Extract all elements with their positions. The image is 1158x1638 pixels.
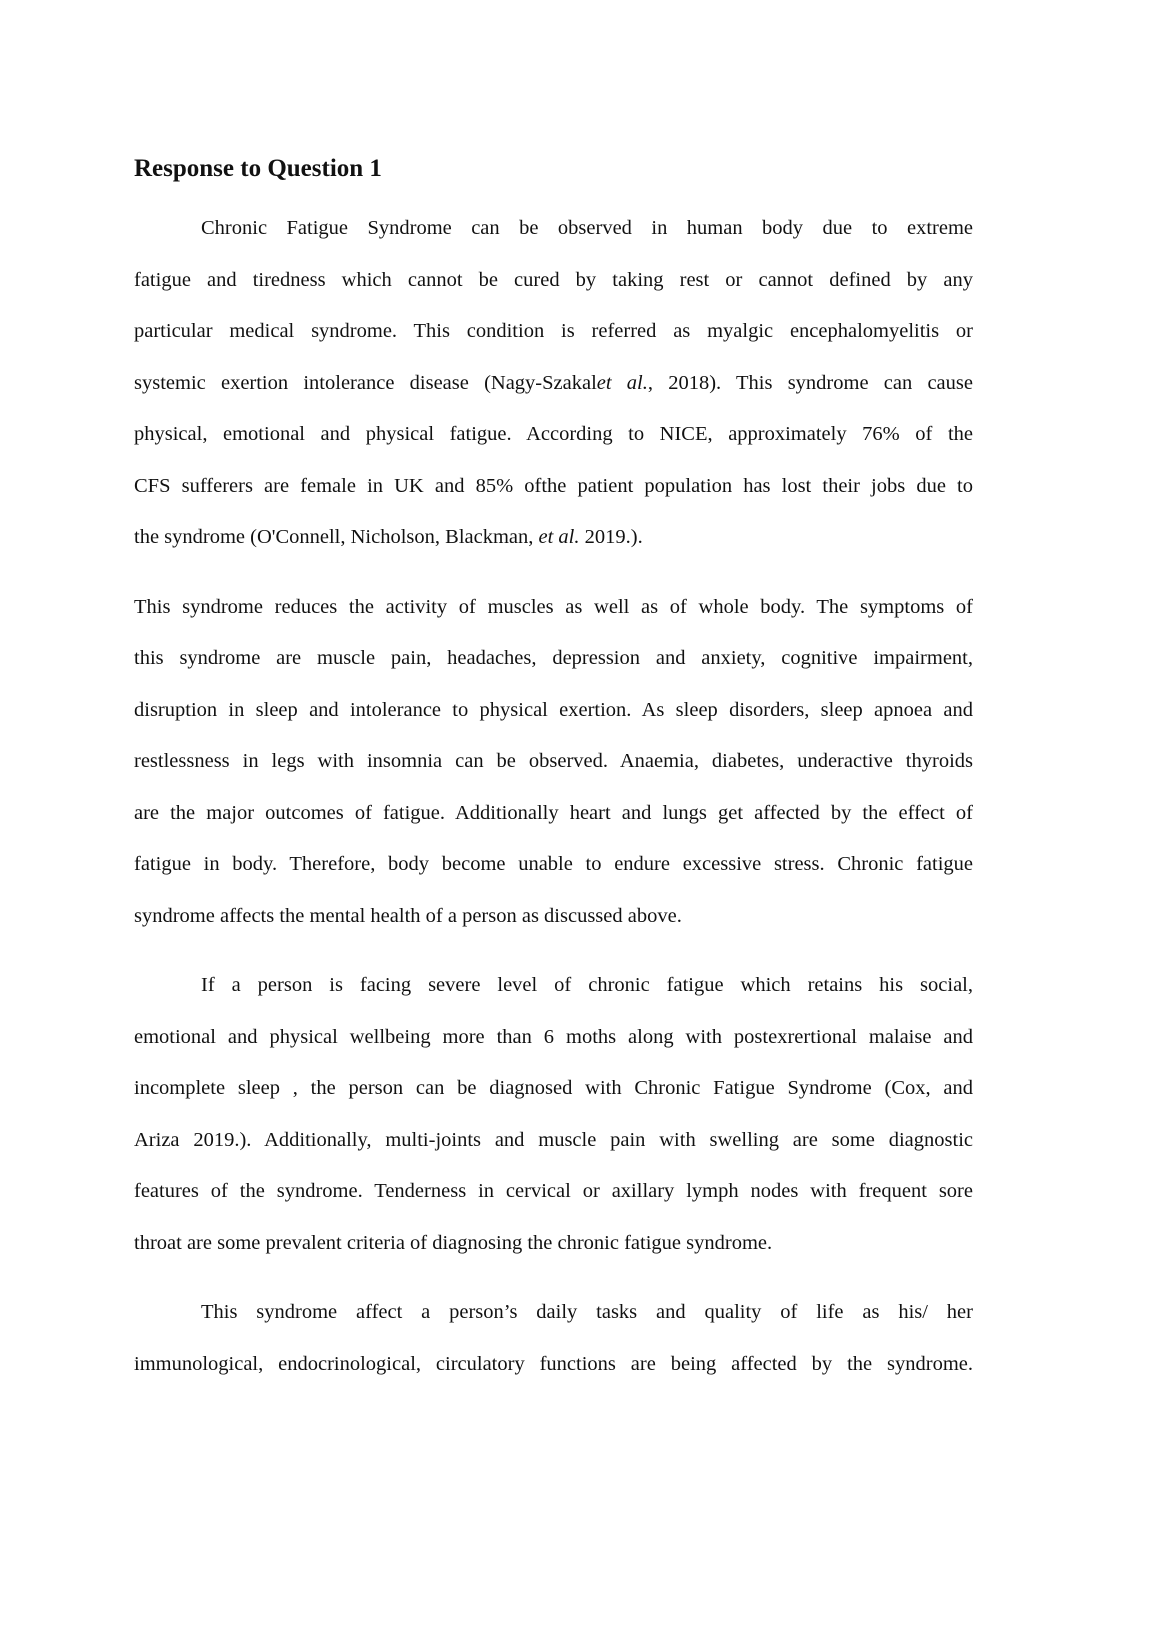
text-segment: the syndrome (O'Connell, Nicholson, Blackman,	[134, 526, 539, 548]
text-line	[134, 685, 973, 737]
text-segment: fatigue and tiredness which cannot be cured by taking rest or cannot defined by any	[134, 268, 973, 291]
text-line	[134, 1012, 973, 1064]
text-line	[134, 633, 973, 685]
text-line	[134, 1166, 973, 1218]
text-segment: this syndrome are muscle pain, headaches, depression and anxiety, cognitive impairment,	[134, 647, 973, 669]
text-segment: This syndrome reduces the activity of muscles as well as of whole body. The symptoms of	[134, 595, 973, 618]
paragraph	[134, 960, 973, 1269]
paragraph	[134, 1287, 973, 1390]
italic-citation-text: et al.	[538, 526, 580, 548]
text-segment: syndrome affects the mental health of a person as discussed above.	[134, 904, 682, 927]
text-segment: 2019.).	[579, 526, 643, 548]
text-segment: restlessness in legs with insomnia can be observed. Anaemia, diabetes, underactive thyroids	[134, 750, 973, 772]
text-segment: emotional and physical wellbeing more than 6 moths along with postexrertional malaise and	[134, 1025, 973, 1048]
text-segment: features of the syndrome. Tenderness in cervical or axillary lymph nodes with frequent sore	[134, 1180, 973, 1202]
text-segment: fatigue in body. Therefore, body become unable to endure excessive stress. Chronic fatigue	[134, 853, 973, 875]
text-segment: Chronic Fatigue Syndrome can be observed in human body due to extreme	[201, 217, 973, 239]
text-line	[134, 409, 973, 461]
text-segment: are the major outcomes of fatigue. Additionally heart and lungs get affected by the effect of	[134, 801, 973, 824]
text-segment: If a person is facing severe level of chronic fatigue which retains his social,	[201, 974, 973, 996]
text-segment: systemic exertion intolerance disease (Nagy-Szakal	[134, 371, 597, 394]
text-line	[134, 788, 973, 840]
text-segment: This syndrome affect a person’s daily tasks and quality of life as his/ her	[201, 1301, 973, 1323]
document-body	[134, 203, 973, 1390]
text-line	[134, 891, 973, 943]
text-segment: disruption in sleep and intolerance to physical exertion. As sleep disorders, sleep apnoea and	[134, 698, 973, 721]
text-line	[134, 1339, 973, 1391]
text-line	[134, 1063, 973, 1115]
text-line	[134, 255, 973, 307]
text-segment: Ariza 2019.). Additionally, multi-joints and muscle pain with swelling are some diagnostic	[134, 1128, 973, 1151]
text-line	[134, 960, 973, 1012]
paragraph	[134, 203, 973, 564]
text-line	[134, 203, 973, 255]
text-line	[134, 839, 973, 891]
text-line	[134, 1287, 973, 1339]
text-segment: particular medical syndrome. This condition is referred as myalgic encephalomyelitis or	[134, 320, 973, 342]
text-line	[134, 582, 973, 634]
paragraph	[134, 582, 973, 943]
text-segment: immunological, endocrinological, circulatory functions are being affected by the syndrome.	[134, 1352, 973, 1375]
italic-citation-text: et al.	[596, 371, 648, 394]
text-line	[134, 736, 973, 788]
text-line	[134, 512, 973, 564]
text-line	[134, 358, 973, 410]
text-line	[134, 306, 973, 358]
text-segment: incomplete sleep , the person can be diagnosed with Chronic Fatigue Syndrome (Cox, and	[134, 1077, 973, 1099]
text-line	[134, 1115, 973, 1167]
text-line	[134, 461, 973, 513]
text-segment: , 2018). This syndrome can cause	[647, 371, 973, 394]
text-segment: physical, emotional and physical fatigue. According to NICE, approximately 76% of the	[134, 423, 973, 445]
text-line	[134, 1218, 973, 1270]
text-segment: throat are some prevalent criteria of diagnosing the chronic fatigue syndrome.	[134, 1231, 773, 1254]
section-heading: Response to Question 1	[134, 155, 382, 182]
text-segment: CFS sufferers are female in UK and 85% ofthe patient population has lost their jobs due to	[134, 474, 973, 497]
